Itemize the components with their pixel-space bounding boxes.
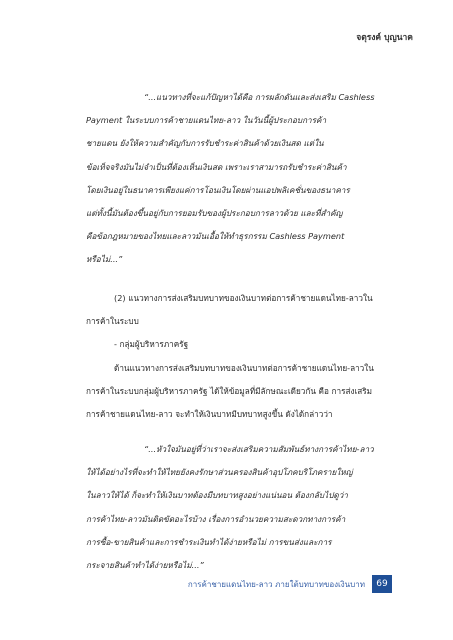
quote-line: แต่ทั้งนี้มันต้องขึ้นอยู่กับการยอมรับของผู้ประกอบการลาวด้วย และที่สำคัญ [86, 208, 343, 219]
author-name: จตุรงค์ บุญนาค [356, 33, 413, 43]
quote-line: หรือไม่...” [86, 254, 123, 265]
paragraph-line: ด้านแนวทางการส่งเสริมบทบาทของเงินบาทต่อการค้าชายแดนไทย-ลาวใน [114, 362, 374, 373]
bullet-item: - กลุ่มผู้บริหารภาครัฐ [114, 339, 189, 350]
quote-line: กระจายสินค้าทำได้ง่ายหรือไม่...” [86, 560, 204, 571]
paragraph-line: การค้าในระบบกลุ่มผู้บริหารภาครัฐ ได้ให้ข้อมูลที่มีลักษณะเดียวกัน คือ การส่งเสริม [86, 385, 373, 396]
quote-block-1 [86, 86, 392, 272]
paragraph-line: การค้าชายแดนไทย-ลาว จะทำให้เงินบาทมีบทบาทสูงขึ้น ดังได้กล่าวว่า [86, 409, 333, 420]
section-heading-cont: การค้าในระบบ [86, 316, 139, 327]
quote-line: คือข้อกฎหมายของไทยและลาวมันเอื้อให้ทำธุรกรรม Cashless Payment [86, 231, 345, 242]
quote-line: Payment ในระบบการค้าชายแดนไทย-ลาว ในวันนี้ผู้ประกอบการค้า [86, 115, 327, 126]
section-block [86, 287, 392, 426]
quote-line: ในลาวให้ได้ ก็จะทำให้เงินบาทต้องมีบทบาทสูงอย่างแน่นอน ต้องกลับไปดูว่า [86, 490, 348, 501]
section-heading: (2) แนวทางการส่งเสริมบทบาทของเงินบาทต่อการค้าชายแดนไทย-ลาวใน [114, 293, 373, 303]
quote-line: การซื้อ-ขายสินค้าและการชำระเงินทำได้ง่ายหรือไม่ การขนส่งและการ [86, 536, 332, 547]
quote-line: ชายแดน ยังให้ความสำคัญกับการรับชำระค่าสินค้าด้วยเงินสด แต่ใน [86, 138, 324, 149]
quote-line: ข้อเท็จจริงมันไม่จำเป็นที่ต้องเห็นเงินสด เพราะเราสามารถรับชำระค่าสินค้า [86, 161, 347, 172]
quote-line: ให้ได้อย่างไรที่จะทำให้ไทยยังคงรักษาส่วนครองสินค้าอุปโภคบริโภครายใหญ่ [86, 467, 353, 478]
quote-line: “...หัวใจมันอยู่ที่ว่าเราจะส่งเสริมความสัมพันธ์ทางการค้าไทย-ลาว [144, 444, 374, 454]
running-title: การค้าชายแดนไทย-ลาว ภายใต้บทบาทของเงินบาท [187, 579, 365, 589]
page-footer [188, 575, 392, 593]
page-number: 69 [372, 575, 392, 593]
quote-line: “...แนวทางที่จะแก้ปัญหาได้คือ การผลักดันและส่งเสริม Cashless [144, 92, 375, 102]
quote-block-2 [86, 438, 392, 577]
quote-line: โดยเงินอยู่ในธนาคารเพียงแค่การโอนเงินโดยผ่านแอปพลิเคชั่นของธนาคาร [86, 184, 350, 195]
quote-line: การค้าไทย-ลาวมันติดขัดอะไรบ้าง เรื่องการอำนวยความสะดวกทางการค้า [86, 513, 346, 524]
